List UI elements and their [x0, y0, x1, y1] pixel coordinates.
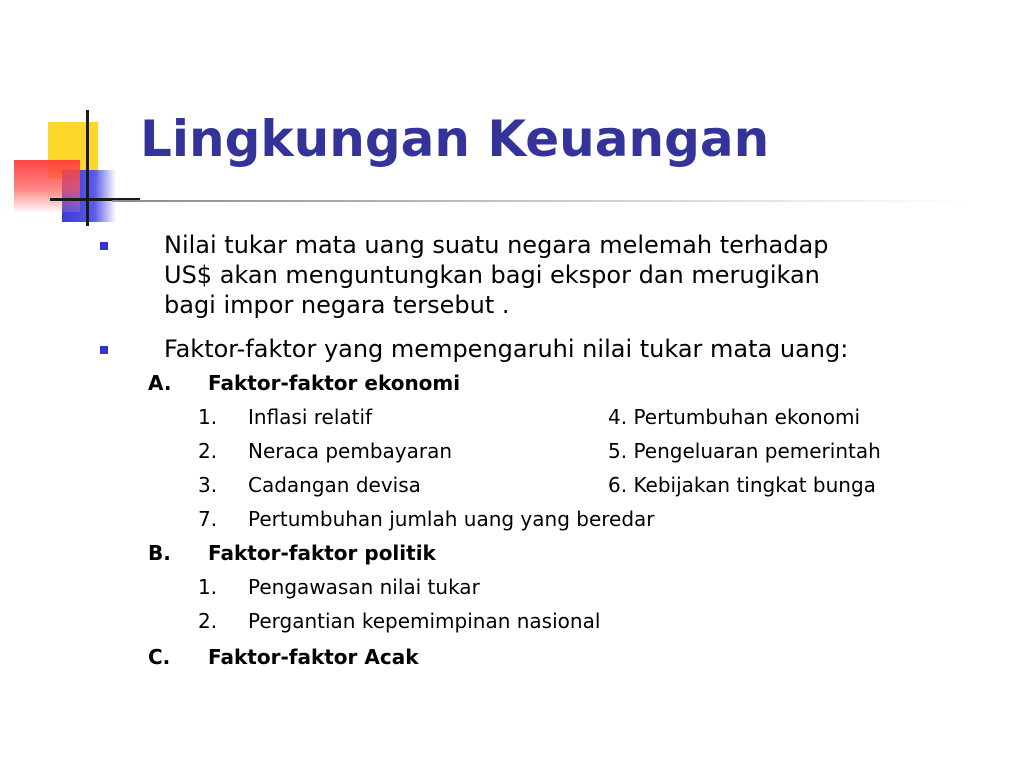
list-item-text: Pertumbuhan jumlah uang yang beredar	[248, 507, 655, 531]
section-label: B.	[148, 541, 171, 565]
list-item-right: 6. Kebijakan tingkat bunga	[608, 473, 876, 497]
list-item-number: 3.	[198, 473, 218, 497]
section-title: Faktor-faktor politik	[208, 541, 436, 565]
section-label: C.	[148, 645, 171, 669]
list-item-text: Inflasi relatif	[248, 405, 373, 429]
section-title: Faktor-faktor ekonomi	[208, 371, 461, 395]
bullet-item	[100, 334, 849, 363]
list-item-number: 1.	[198, 405, 218, 429]
list-item-number: 2.	[198, 609, 218, 633]
bullet-item	[100, 230, 829, 319]
title-underline-rule	[112, 200, 972, 202]
list-item-number: 1.	[198, 575, 218, 599]
list-item-text: Neraca pembayaran	[248, 439, 453, 463]
bullet-square-icon	[100, 346, 108, 354]
section-title: Faktor-faktor Acak	[208, 645, 419, 669]
section-heading-c	[148, 644, 419, 670]
decor-red-square	[14, 160, 80, 212]
bullet-line: US$ akan menguntungkan bagi ekspor dan merugikan	[164, 261, 820, 289]
section-heading-a	[148, 370, 460, 396]
bullet-square-icon	[100, 242, 108, 250]
list-item-text: Pergantian kepemimpinan nasional	[248, 609, 601, 633]
section-label: A.	[148, 371, 172, 395]
slide-title: Lingkungan Keuangan	[140, 110, 770, 168]
bullet-line: Faktor-faktor yang mempengaruhi nilai tukar mata uang:	[164, 335, 849, 363]
list-item-right: 4. Pertumbuhan ekonomi	[608, 405, 861, 429]
list-item-number: 7.	[198, 507, 218, 531]
list-item-text: Cadangan devisa	[248, 473, 421, 497]
bullet-text	[164, 230, 828, 320]
bullet-text	[164, 334, 848, 364]
list-item-text: Pengawasan nilai tukar	[248, 575, 480, 599]
bullet-line: bagi impor negara tersebut .	[164, 291, 510, 319]
list-item-number: 2.	[198, 439, 218, 463]
list-item-right: 5. Pengeluaran pemerintah	[608, 439, 881, 463]
decor-vertical-line	[86, 110, 89, 226]
bullet-line: Nilai tukar mata uang suatu negara melemah terhadap	[164, 231, 829, 259]
section-heading-b	[148, 540, 436, 566]
